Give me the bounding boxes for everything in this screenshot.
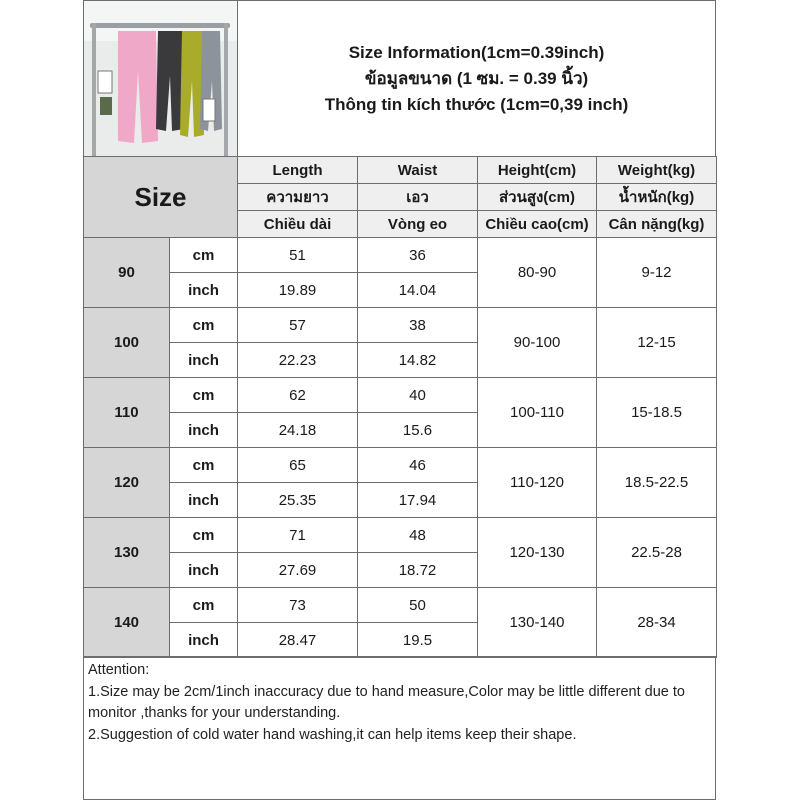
height-range: 110-120 [478, 448, 597, 518]
chart-header [83, 0, 716, 157]
header-weight-th: น้ำหนัก(kg) [597, 184, 717, 211]
size-value: 100 [84, 308, 170, 378]
height-range: 120-130 [478, 518, 597, 588]
unit-inch: inch [170, 273, 238, 308]
length-inch: 28.47 [238, 623, 358, 658]
length-inch: 25.35 [238, 483, 358, 518]
size-row-cm [84, 238, 717, 273]
weight-range: 15-18.5 [597, 378, 717, 448]
waist-cm: 46 [358, 448, 478, 483]
title-thai: ข้อมูลขนาด (1 ซม. = 0.39 นิ้ว) [364, 68, 589, 88]
unit-cm: cm [170, 588, 238, 623]
unit-inch: inch [170, 413, 238, 448]
length-inch: 19.89 [238, 273, 358, 308]
length-inch: 22.23 [238, 343, 358, 378]
header-waist-en: Waist [358, 157, 478, 184]
weight-range: 22.5-28 [597, 518, 717, 588]
waist-inch: 19.5 [358, 623, 478, 658]
pants-on-rack-image [84, 1, 238, 156]
length-cm: 71 [238, 518, 358, 553]
length-cm: 57 [238, 308, 358, 343]
attention-note-2: 2.Suggestion of cold water hand washing,it can help items keep their shape. [88, 726, 577, 743]
waist-inch: 17.94 [358, 483, 478, 518]
unit-cm: cm [170, 308, 238, 343]
header-waist-vi: Vòng eo [358, 211, 478, 238]
title-english: Size Information(1cm=0.39inch) [348, 42, 605, 62]
unit-cm: cm [170, 378, 238, 413]
waist-cm: 48 [358, 518, 478, 553]
height-range: 130-140 [478, 588, 597, 658]
header-weight-vi: Cân nặng(kg) [597, 211, 717, 238]
length-inch: 24.18 [238, 413, 358, 448]
waist-inch: 15.6 [358, 413, 478, 448]
size-value: 110 [84, 378, 170, 448]
product-photo [84, 1, 238, 156]
waist-cm: 40 [358, 378, 478, 413]
size-row-cm [84, 518, 717, 553]
unit-inch: inch [170, 553, 238, 588]
waist-inch: 18.72 [358, 553, 478, 588]
header-length-vi: Chiều dài [238, 211, 358, 238]
header-height-en: Height(cm) [478, 157, 597, 184]
unit-inch: inch [170, 483, 238, 518]
waist-cm: 50 [358, 588, 478, 623]
height-range: 90-100 [478, 308, 597, 378]
size-row-cm [84, 448, 717, 483]
waist-inch: 14.04 [358, 273, 478, 308]
size-row-cm [84, 308, 717, 343]
unit-inch: inch [170, 623, 238, 658]
weight-range: 12-15 [597, 308, 717, 378]
length-cm: 65 [238, 448, 358, 483]
unit-inch: inch [170, 343, 238, 378]
size-value: 140 [84, 588, 170, 658]
size-value: 130 [84, 518, 170, 588]
height-range: 100-110 [478, 378, 597, 448]
size-column-header: Size [84, 157, 238, 238]
weight-range: 18.5-22.5 [597, 448, 717, 518]
unit-cm: cm [170, 448, 238, 483]
size-value: 90 [84, 238, 170, 308]
size-info-title [238, 1, 715, 156]
waist-cm: 36 [358, 238, 478, 273]
size-chart [83, 0, 716, 800]
length-cm: 51 [238, 238, 358, 273]
header-length-th: ความยาว [238, 184, 358, 211]
weight-range: 28-34 [597, 588, 717, 658]
size-value: 120 [84, 448, 170, 518]
title-vietnamese: Thông tin kích thước (1cm=0,39 inch) [324, 94, 629, 114]
attention-notes [83, 656, 716, 800]
header-height-vi: Chiều cao(cm) [478, 211, 597, 238]
length-inch: 27.69 [238, 553, 358, 588]
header-length-en: Length [238, 157, 358, 184]
size-table [83, 156, 717, 658]
waist-inch: 14.82 [358, 343, 478, 378]
height-range: 80-90 [478, 238, 597, 308]
waist-cm: 38 [358, 308, 478, 343]
size-row-cm [84, 378, 717, 413]
size-row-cm [84, 588, 717, 623]
size-rows [84, 238, 717, 658]
header-height-th: ส่วนสูง(cm) [478, 184, 597, 211]
attention-note-1: 1.Size may be 2cm/1inch inaccuracy due to hand measure,Color may be little different due to monitor ,thanks for your understanding. [88, 683, 685, 721]
weight-range: 9-12 [597, 238, 717, 308]
length-cm: 62 [238, 378, 358, 413]
unit-cm: cm [170, 518, 238, 553]
length-cm: 73 [238, 588, 358, 623]
header-weight-en: Weight(kg) [597, 157, 717, 184]
header-waist-th: เอว [358, 184, 478, 211]
attention-heading: Attention: [88, 662, 150, 678]
unit-cm: cm [170, 238, 238, 273]
